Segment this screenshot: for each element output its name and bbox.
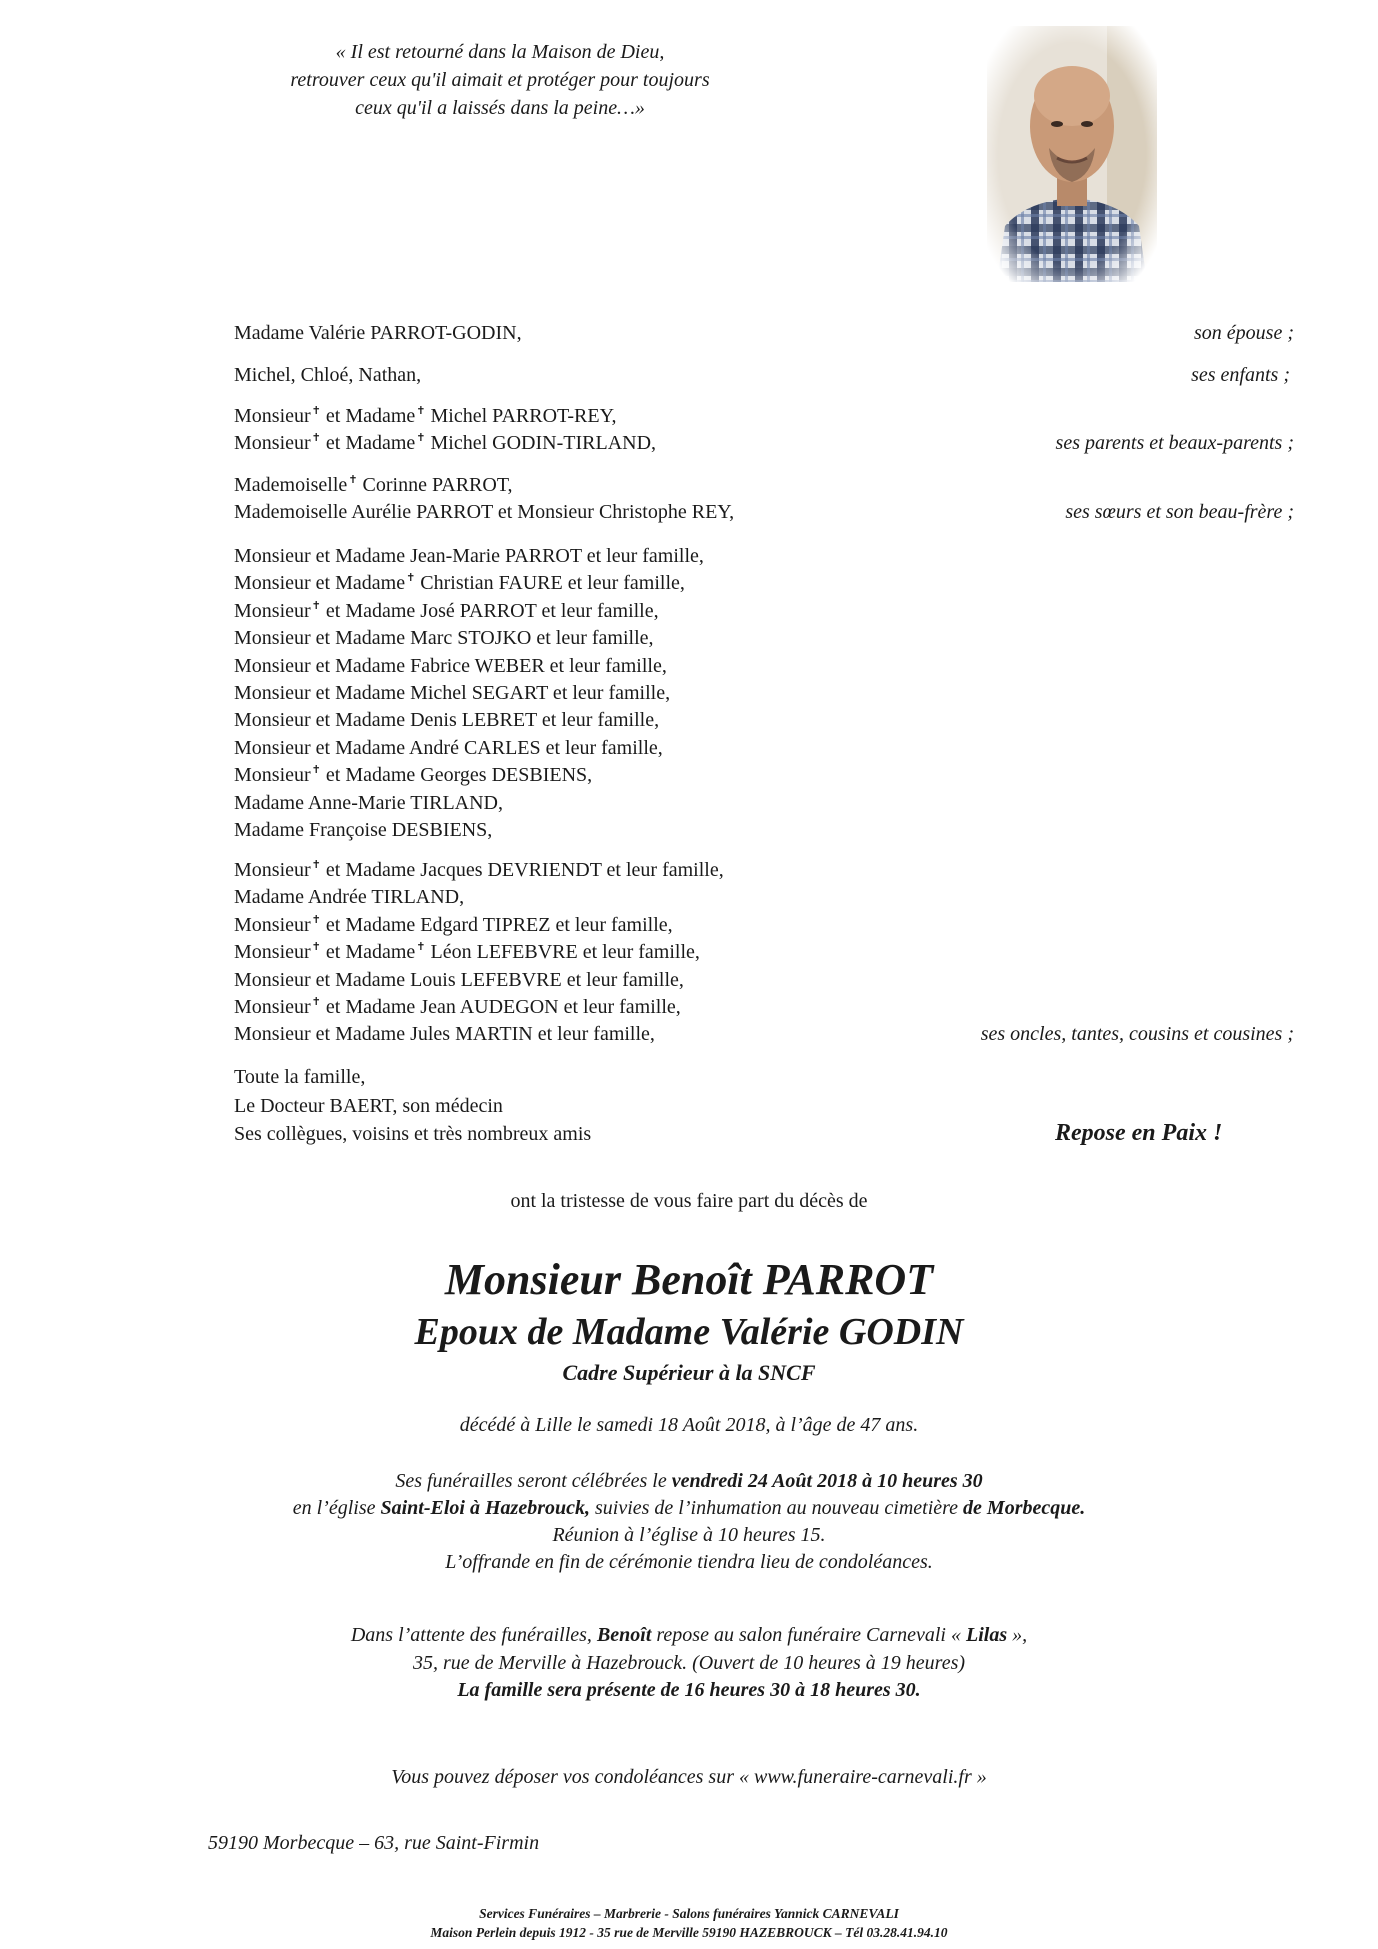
family-row xyxy=(234,707,1294,734)
family-row xyxy=(234,625,1294,652)
family-name: Ses collègues, voisins et très nombreux amis xyxy=(234,1123,592,1145)
portrait-image xyxy=(987,26,1157,282)
quote-line: « Il est retourné dans la Maison de Dieu, xyxy=(335,41,665,63)
family-role: ses enfants ; xyxy=(1191,364,1290,386)
death-details: décédé à Lille le samedi 18 Août 2018, à l’âge de 47 ans. xyxy=(459,1414,919,1436)
salon-line: Dans l’attente des funérailles, Benoît repose au salon funéraire Carnevali « Lilas », xyxy=(350,1624,1028,1646)
family-row xyxy=(234,817,1294,844)
family-role: ses oncles, tantes, cousins et cousines ; xyxy=(980,1023,1294,1046)
family-name: Mademoiselle✝ Corinne PARROT, xyxy=(234,474,513,496)
family-row xyxy=(234,362,1294,389)
family-address: 59190 Morbecque – 63, rue Saint-Firmin xyxy=(208,1832,540,1854)
portrait-photo xyxy=(987,26,1157,282)
family-name: Monsieur et Madame Jules MARTIN et leur famille, xyxy=(234,1023,655,1046)
family-name: Monsieur✝ et Madame José PARROT et leur famille, xyxy=(234,599,659,622)
family-row xyxy=(234,1063,1294,1092)
family-name: Monsieur✝ et Madame✝ Michel PARROT-REY, xyxy=(234,405,617,427)
family-name: Toute la famille, xyxy=(234,1066,366,1088)
deceased-marker-icon: ✝ xyxy=(416,405,426,417)
family-row xyxy=(234,967,1294,994)
family-role: ses parents et beaux-parents ; xyxy=(1055,432,1294,455)
family-row xyxy=(234,762,1294,789)
family-name: Monsieur✝ et Madame Jean AUDEGON et leur famille, xyxy=(234,995,681,1018)
deceased-marker-icon: ✝ xyxy=(311,405,321,417)
salon-line: La famille sera présente de 16 heures 30 à 18 heures 30. xyxy=(457,1679,921,1701)
family-name: Monsieur✝ et Madame Jacques DEVRIENDT et leur famille, xyxy=(234,859,724,881)
deceased-marker-icon: ✝ xyxy=(311,941,321,954)
announcement-line: ont la tristesse de vous faire part du décès de xyxy=(510,1190,868,1212)
family-name: Monsieur et Madame Denis LEBRET et leur famille, xyxy=(234,709,660,732)
deceased-marker-icon: ✝ xyxy=(311,599,321,612)
salon-line: 35, rue de Merville à Hazebrouck. (Ouvert de 10 heures à 19 heures) xyxy=(412,1652,966,1674)
funeral-line: Ses funérailles seront célébrées le vendredi 24 Août 2018 à 10 heures 30 xyxy=(395,1470,983,1492)
family-row xyxy=(234,570,1294,597)
family-row xyxy=(234,680,1294,707)
family-name: Monsieur et Madame Jean-Marie PARROT et leur famille, xyxy=(234,545,704,567)
deceased-occupation: Cadre Supérieur à la SNCF xyxy=(562,1360,816,1385)
family-row xyxy=(234,857,1294,884)
quote-line: ceux qu'il a laissés dans la peine…» xyxy=(355,97,645,119)
deceased-name: Monsieur Benoît PARROT xyxy=(444,1255,934,1304)
family-name: Monsieur✝ et Madame✝ Michel GODIN-TIRLAND, xyxy=(234,432,657,455)
deceased-marker-icon: ✝ xyxy=(416,941,426,954)
funeral-line: Réunion à l’église à 10 heures 15. xyxy=(552,1524,826,1546)
quote-line: retrouver ceux qu'il aimait et protéger pour toujours xyxy=(290,69,710,91)
family-row xyxy=(234,994,1294,1021)
family-name: Michel, Chloé, Nathan, xyxy=(234,364,422,386)
family-name: Monsieur et Madame André CARLES et leur famille, xyxy=(234,736,663,759)
family-row xyxy=(234,735,1294,762)
deceased-marker-icon: ✝ xyxy=(348,474,358,486)
family-row xyxy=(234,499,1294,526)
family-name: Madame Andrée TIRLAND, xyxy=(234,886,465,909)
family-name: Monsieur et Madame✝ Christian FAURE et leur famille, xyxy=(234,572,685,595)
epigraph-quote xyxy=(200,38,800,122)
family-row xyxy=(234,653,1294,680)
family-row xyxy=(234,939,1294,966)
family-row xyxy=(234,472,1294,499)
family-row xyxy=(234,912,1294,939)
family-name: Monsieur✝ et Madame Edgard TIPREZ et leur famille, xyxy=(234,913,673,936)
family-name: Madame Valérie PARROT-GODIN, xyxy=(234,322,522,344)
family-role: son épouse ; xyxy=(1194,322,1294,344)
family-block-children xyxy=(234,362,1294,389)
family-row xyxy=(234,884,1294,911)
funeral-line: en l’église Saint-Eloi à Hazebrouck, suivies de l’inhumation au nouveau cimetière de Morbecque. xyxy=(292,1497,1086,1519)
family-name: Le Docteur BAERT, son médecin xyxy=(234,1094,503,1117)
family-block-spouse xyxy=(234,320,1294,347)
family-name: Madame Françoise DESBIENS, xyxy=(234,818,493,841)
deceased-marker-icon: ✝ xyxy=(406,572,416,585)
family-name: Monsieur✝ et Madame Georges DESBIENS, xyxy=(234,764,593,787)
footer-line: Maison Perlein depuis 1912 - 35 rue de Merville 59190 HAZEBROUCK – Tél 03.28.41.94.10 xyxy=(430,1925,948,1940)
family-name: Monsieur et Madame Louis LEFEBVRE et leur famille, xyxy=(234,968,684,991)
family-block-relatives xyxy=(234,543,1294,844)
deceased-marker-icon: ✝ xyxy=(311,913,321,926)
family-row xyxy=(234,598,1294,625)
family-name: Mademoiselle Aurélie PARROT et Monsieur Christophe REY, xyxy=(234,501,735,524)
funeral-line: L’offrande en fin de cérémonie tiendra lieu de condoléances. xyxy=(445,1551,933,1573)
family-row xyxy=(234,1021,1294,1048)
deceased-spouse: Epoux de Madame Valérie GODIN xyxy=(414,1311,964,1353)
deceased-marker-icon: ✝ xyxy=(416,432,426,445)
family-row xyxy=(234,430,1294,457)
family-name: Monsieur✝ et Madame✝ Léon LEFEBVRE et leur famille, xyxy=(234,941,700,964)
family-row xyxy=(234,543,1294,570)
funeral-home-footer xyxy=(0,1904,1378,1942)
family-row xyxy=(234,1092,1294,1121)
footer-line: Services Funéraires – Marbrerie - Salons funéraires Yannick CARNEVALI xyxy=(479,1906,899,1921)
family-name: Monsieur et Madame Marc STOJKO et leur famille, xyxy=(234,627,654,650)
family-name: Monsieur et Madame Fabrice WEBER et leur famille, xyxy=(234,654,667,677)
family-row xyxy=(234,403,1294,430)
family-block-parents xyxy=(234,403,1294,458)
family-row xyxy=(234,320,1294,347)
condolences-line: Vous pouvez déposer vos condoléances sur « www.funeraire-carnevali.fr » xyxy=(391,1766,987,1788)
family-name: Madame Anne-Marie TIRLAND, xyxy=(234,791,504,814)
family-role: ses sœurs et son beau-frère ; xyxy=(1065,501,1294,524)
family-block-uncles-aunts xyxy=(234,857,1294,1049)
deceased-marker-icon: ✝ xyxy=(311,859,321,871)
deceased-marker-icon: ✝ xyxy=(311,432,321,445)
family-name: Monsieur et Madame Michel SEGART et leur famille, xyxy=(234,681,671,704)
family-row xyxy=(234,790,1294,817)
family-block-siblings xyxy=(234,472,1294,527)
repose-en-paix: Repose en Paix ! xyxy=(1055,1120,1223,1146)
deceased-marker-icon: ✝ xyxy=(311,995,321,1008)
deceased-marker-icon: ✝ xyxy=(311,764,321,777)
